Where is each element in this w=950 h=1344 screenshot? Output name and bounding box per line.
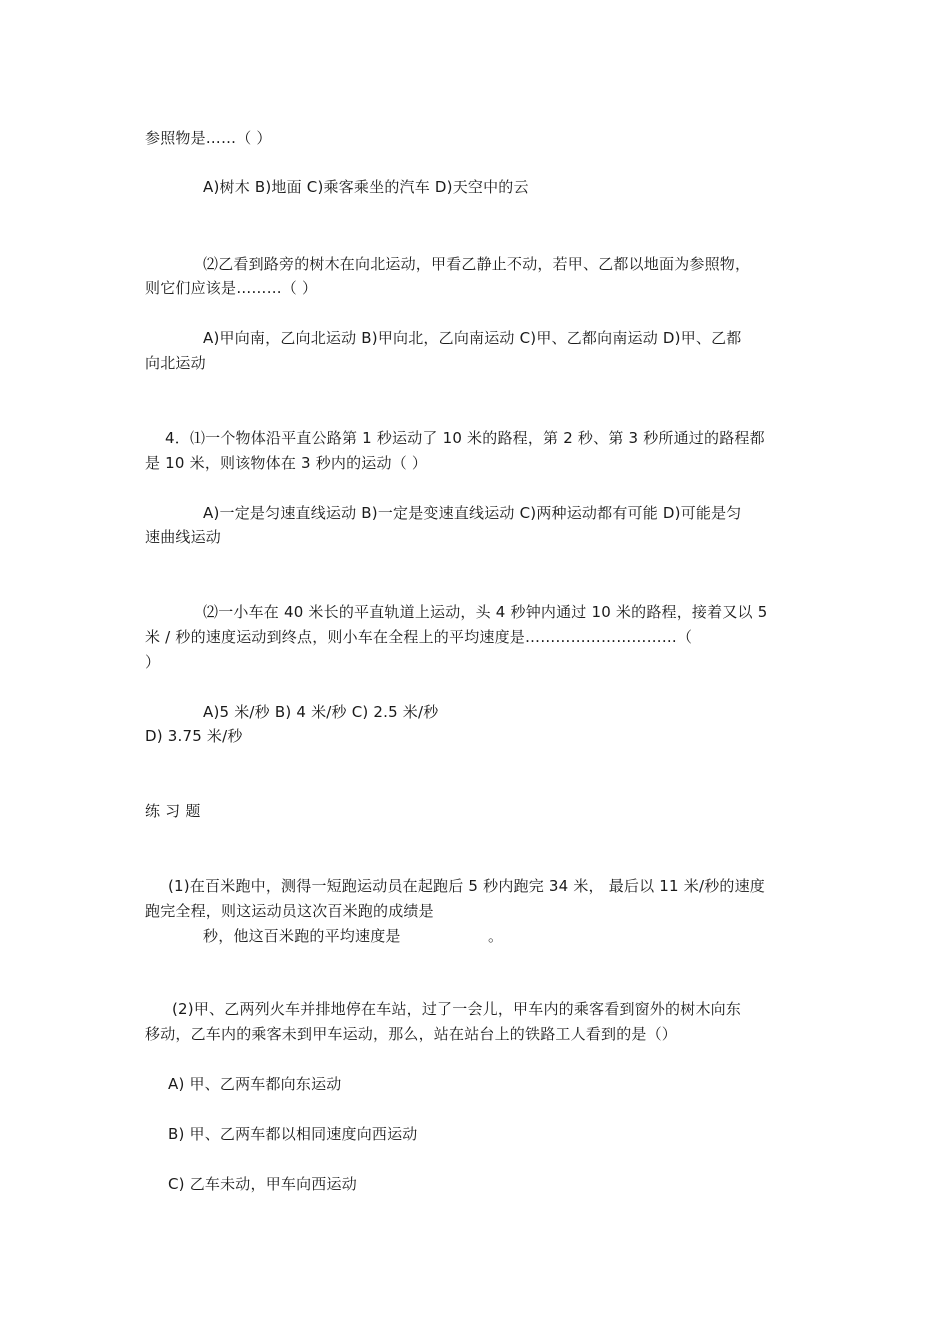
text-line: ） [145, 653, 161, 671]
option-line: C) 乙车未动，甲车向西运动 [168, 1175, 357, 1193]
section-title: 练 习 题 [145, 802, 201, 820]
text-line: 是 10 米，则该物体在 3 秒内的运动（ ） [145, 454, 428, 472]
text-line: A)一定是匀速直线运动 B)一定是变速直线运动 C)两种运动都有可能 D)可能是匀 [203, 504, 742, 522]
text-line: A)甲向南，乙向北运动 B)甲向北，乙向南运动 C)甲、乙都向南运动 D)甲、乙都 [203, 329, 742, 347]
text-line: 。 [488, 927, 504, 945]
text-line: ⑵一小车在 40 米长的平直轨道上运动，头 4 秒钟内通过 10 米的路程，接着又以 5 [203, 603, 768, 621]
text-line: 4．⑴一个物体沿平直公路第 1 秒运动了 10 米的路程，第 2 秒、第 3 秒所通过的路程都 [165, 429, 765, 447]
text-line: 米 / 秒的速度运动到终点，则小车在全程上的平均速度是…………………………（ [145, 628, 693, 646]
text-line: ⑵乙看到路旁的树木在向北运动，甲看乙静止不动，若甲、乙都以地面为参照物， [203, 255, 751, 273]
text-line: 速曲线运动 [145, 528, 222, 546]
text-line: D) 3.75 米/秒 [145, 727, 243, 745]
text-line: 向北运动 [145, 354, 206, 372]
option-line: B) 甲、乙两车都以相同速度向西运动 [168, 1125, 418, 1143]
text-line: 移动，乙车内的乘客未到甲车运动，那么，站在站台上的铁路工人看到的是（） [145, 1025, 678, 1043]
text-line: (2)甲、乙两列火车并排地停在车站，过了一会儿，甲车内的乘客看到窗外的树木向东 [172, 1000, 742, 1018]
option-line: A) 甲、乙两车都向东运动 [168, 1075, 342, 1093]
text-line: 跑完全程，则这运动员这次百米跑的成绩是 [145, 902, 434, 920]
text-line: 则它们应该是………（ ） [145, 279, 318, 297]
text-line: A)5 米/秒 B) 4 米/秒 C) 2.5 米/秒 [203, 703, 439, 721]
text-line: 参照物是……（ ） [145, 129, 272, 147]
text-line: (1)在百米跑中，测得一短跑运动员在起跑后 5 秒内跑完 34 米， 最后以 11 米/秒的速度 [168, 877, 765, 895]
text-line: 秒，他这百米跑的平均速度是 [203, 927, 401, 945]
text-line: A)树木 B)地面 C)乘客乘坐的汽车 D)天空中的云 [203, 178, 529, 196]
